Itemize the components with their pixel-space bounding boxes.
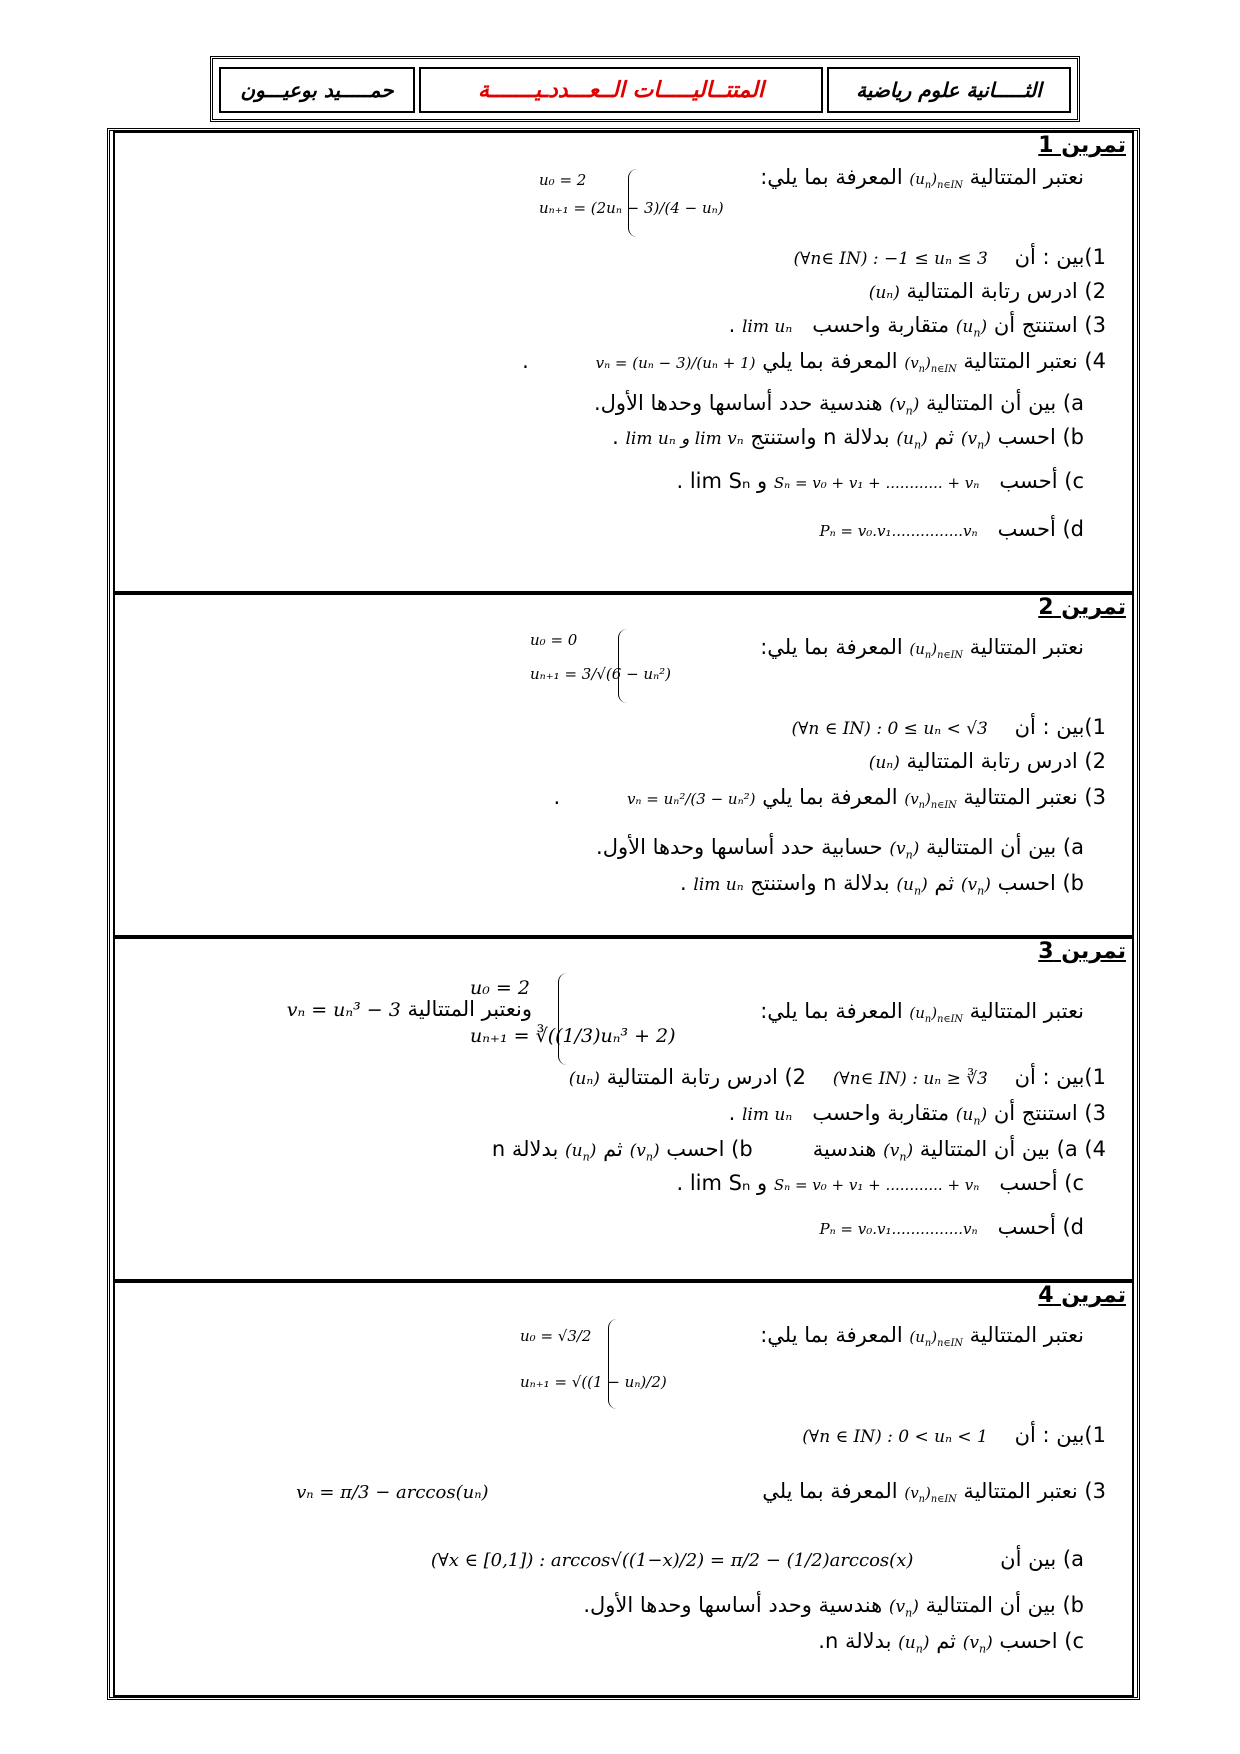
question-3a: a) بين أن المتتالية $(v_n)$ حسابية حدد أساسها وحدها الأول. [596,835,1084,862]
exercise-title: تمرين 1 [1038,133,1126,158]
question-3b: b) بين أن المتتالية $(v_n)$ هندسية وحدد أساسها وحدها الأول. [583,1593,1084,1620]
question-4: 4) نعتبر المتتالية $(v_n)_{n\in IN}$ المعرفة بما يلي vₙ = (uₙ − 3)/(uₙ + 1) . [522,349,1106,375]
exercise-title: تمرين 3 [1038,939,1126,964]
question-2: 2) ادرس رتابة المتتالية (uₙ) [868,279,1106,303]
intro-line: نعتبر المتتالية $(u_n)_{n\in IN}$ المعرفة بما يلي: [760,999,1084,1025]
class-level: الثـــــانية علوم رياضية [827,67,1071,113]
question-1: 1)بين : أن (∀n∈ IN) : −1 ≤ uₙ ≤ 3 [793,245,1106,269]
system-line-2: uₙ₊₁ = (2uₙ − 3)/(4 − uₙ) [539,199,724,217]
exercise-title: تمرين 2 [1038,595,1126,620]
question-3: 3) استنتج أن $(u_n)$ متقاربة واحسب lim uₙ . [728,1101,1106,1128]
intro-line: نعتبر المتتالية $(u_n)_{n\in IN}$ المعرفة بما يلي: [760,165,1084,191]
exercise-2 [113,593,1134,937]
system-line-1: u₀ = 0 [530,631,578,649]
system-line-2: uₙ₊₁ = √((1 − uₙ)/2) [520,1373,667,1391]
system-line-1: u₀ = 2 [539,171,587,189]
question-3c: c) احسب $(v_n)$ ثم $(u_n)$ بدلالة n. [818,1629,1084,1656]
intro-line-2: ونعتبر المتتالية vₙ = uₙ³ − 3 [286,997,532,1021]
question-1: 1)بين : أن (∀n ∈ IN) : 0 ≤ uₙ < √3 [791,715,1106,739]
author-name: حمـــــيد بوعيـــون [219,67,415,113]
question-3: 3) استنتج أن $(u_n)$ متقاربة واحسب lim uₙ . [728,313,1106,340]
question-3a: a) بين أن (∀x ∈ [0,1]) : arccos√((1−x)/2) = π/2 − (1/2)arccos(x) [430,1547,1084,1571]
header-box [210,56,1080,122]
exercise-sheet [107,128,1140,1700]
question-4d: d) أحسب Pₙ = v₀.v₁...............vₙ [819,517,1084,541]
document-title: المتتــاليـــــات الــعـــددـيـــــــة [419,67,823,113]
question-4c: c) أحسب Sₙ = v₀ + v₁ + ............ + vₙ و lim Sₙ . [676,469,1084,493]
exercise-4 [113,1281,1134,1697]
question-1: 1)بين : أن (∀n ∈ IN) : 0 < uₙ < 1 [802,1423,1106,1447]
exercise-title: تمرين 4 [1038,1283,1126,1308]
question-3: 3) نعتبر المتتالية $(v_n)_{n\in IN}$ المعرفة بما يلي vₙ = uₙ²/(3 − uₙ²) . [553,785,1106,811]
exercise-3 [113,937,1134,1281]
question-4b: b) احسب $(v_n)$ ثم $(u_n)$ بدلالة n واستنتج lim uₙ و lim vₙ . [612,425,1084,452]
system-brace [558,973,567,1065]
system-line-2: uₙ₊₁ = 3/√(6 − uₙ²) [530,665,672,683]
system-line-2: uₙ₊₁ = ∛((1/3)uₙ³ + 2) [470,1025,676,1047]
question-4a: a) بين أن المتتالية $(v_n)$ هندسية حدد أساسها وحدها الأول. [593,391,1084,418]
exercise-1 [113,131,1134,593]
system-brace [608,1319,617,1409]
intro-line: نعتبر المتتالية $(u_n)_{n\in IN}$ المعرفة بما يلي: [760,1323,1084,1349]
question-2: 2) ادرس رتابة المتتالية (uₙ) [868,749,1106,773]
system-line-1: u₀ = √3/2 [520,1327,592,1345]
question-4d: d) أحسب Pₙ = v₀.v₁...............vₙ [819,1215,1084,1239]
question-4: 4) a) بين أن المتتالية $(v_n)$ هندسية b) احسب $(v_n)$ ثم $(u_n)$ بدلالة n [491,1137,1106,1164]
question-1-2: 1)بين : أن (∀n∈ IN) : uₙ ≥ ∛3 2) ادرس رتابة المتتالية (uₙ) [568,1065,1106,1089]
question-4c: c) أحسب Sₙ = v₀ + v₁ + ............ + vₙ و lim Sₙ . [676,1171,1084,1195]
question-3: 3) نعتبر المتتالية $(v_n)_{n\in IN}$ المعرفة بما يلي vₙ = π/3 − arccos(uₙ) [296,1479,1106,1505]
question-3b: b) احسب $(v_n)$ ثم $(u_n)$ بدلالة n واستنتج lim uₙ . [680,871,1084,898]
intro-line: نعتبر المتتالية $(u_n)_{n\in IN}$ المعرفة بما يلي: [760,635,1084,661]
system-line-1: u₀ = 2 [470,977,530,999]
